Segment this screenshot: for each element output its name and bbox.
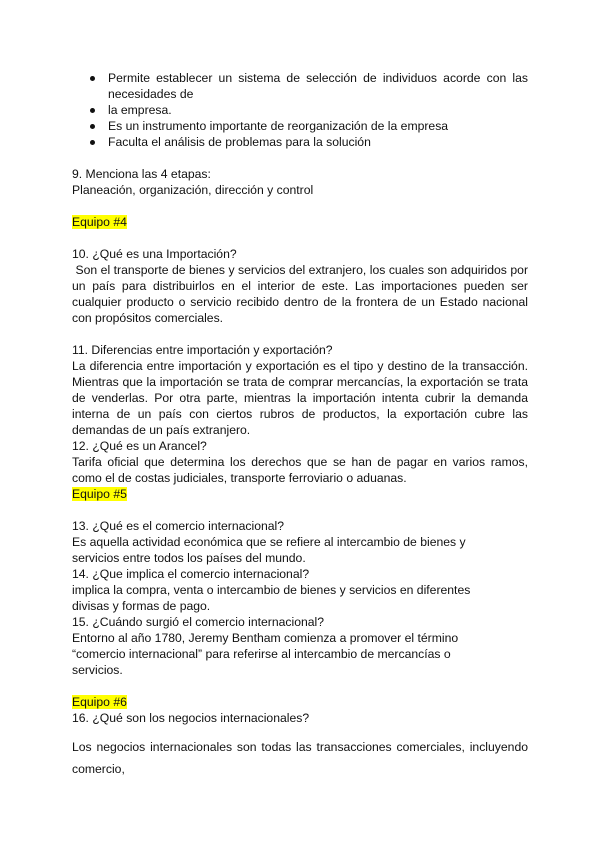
bullet-item (90, 102, 528, 118)
question-11: 11. Diferencias entre importación y exportación? (72, 343, 333, 357)
bullet-text: Permite establecer un sistema de selección de individuos acorde con las necesidades de (108, 71, 528, 101)
answer-16: Los negocios internacionales son todas las transacciones comerciales, incluyendo comercio, (72, 740, 528, 776)
answer-15-line: Entorno al año 1780, Jeremy Bentham comienza a promover el término (72, 631, 459, 645)
question-16: 16. ¿Qué son los negocios internacionales? (72, 711, 310, 725)
bullet-item (90, 134, 528, 150)
team-4-heading: Equipo #4 (72, 215, 127, 229)
answer-9: Planeación, organización, dirección y control (72, 183, 314, 197)
bullet-dot-icon (90, 76, 95, 81)
answer-12: Tarifa oficial que determina los derechos que se han de pagar en varios ramos, como el de costas judiciales, transporte ferroviario o aduanas. (72, 455, 528, 485)
answer-10: Son el transporte de bienes y servicios del extranjero, los cuales son adquiridos por un país para distribuirlos en el interior de este. Las importaciones pueden ser cualquier producto o servicio recibido dentro de la frontera de un Estado nacional con propósitos comerciales. (72, 263, 532, 325)
answer-15-line: servicios. (72, 663, 123, 677)
question-14: 14. ¿Que implica el comercio internacional? (72, 567, 310, 581)
answer-11: La diferencia entre importación y exportación es el tipo y destino de la transacción. Mientras que la importación se trata de comprar mercancías, la exportación se trata de venderlas. Por otra parte, mientras la importación intenta cubrir la demanda interna de un país con ciertos rubros de productos, la exportación cubre las demandas de un país extranjero. (72, 359, 528, 437)
answer-14-line: divisas y formas de pago. (72, 599, 211, 613)
bullet-text: la empresa. (108, 103, 172, 117)
question-9: 9. Menciona las 4 etapas: (72, 167, 211, 181)
question-12: 12. ¿Qué es un Arancel? (72, 439, 207, 453)
bullet-item (90, 70, 528, 102)
bullet-dot-icon (90, 124, 95, 129)
question-13: 13. ¿Qué es el comercio internacional? (72, 519, 285, 533)
bullet-list (72, 70, 528, 150)
question-10: 10. ¿Qué es una Importación? (72, 247, 237, 261)
answer-15-line: “comercio internacional” para referirse al intercambio de mercancías o (72, 647, 451, 661)
answer-13-line: servicios entre todos los países del mundo. (72, 551, 306, 565)
bullet-text: Faculta el análisis de problemas para la solución (108, 135, 371, 149)
answer-13-line: Es aquella actividad económica que se refiere al intercambio de bienes y (72, 535, 466, 549)
answer-14-line: implica la compra, venta o intercambio de bienes y servicios en diferentes (72, 583, 471, 597)
question-15: 15. ¿Cuándo surgió el comercio internacional? (72, 615, 325, 629)
bullet-text: Es un instrumento importante de reorganización de la empresa (108, 119, 449, 133)
team-5-heading: Equipo #5 (72, 487, 127, 501)
bullet-dot-icon (90, 140, 95, 145)
team-6-heading: Equipo #6 (72, 695, 127, 709)
bullet-dot-icon (90, 108, 95, 113)
bullet-item (90, 118, 528, 134)
